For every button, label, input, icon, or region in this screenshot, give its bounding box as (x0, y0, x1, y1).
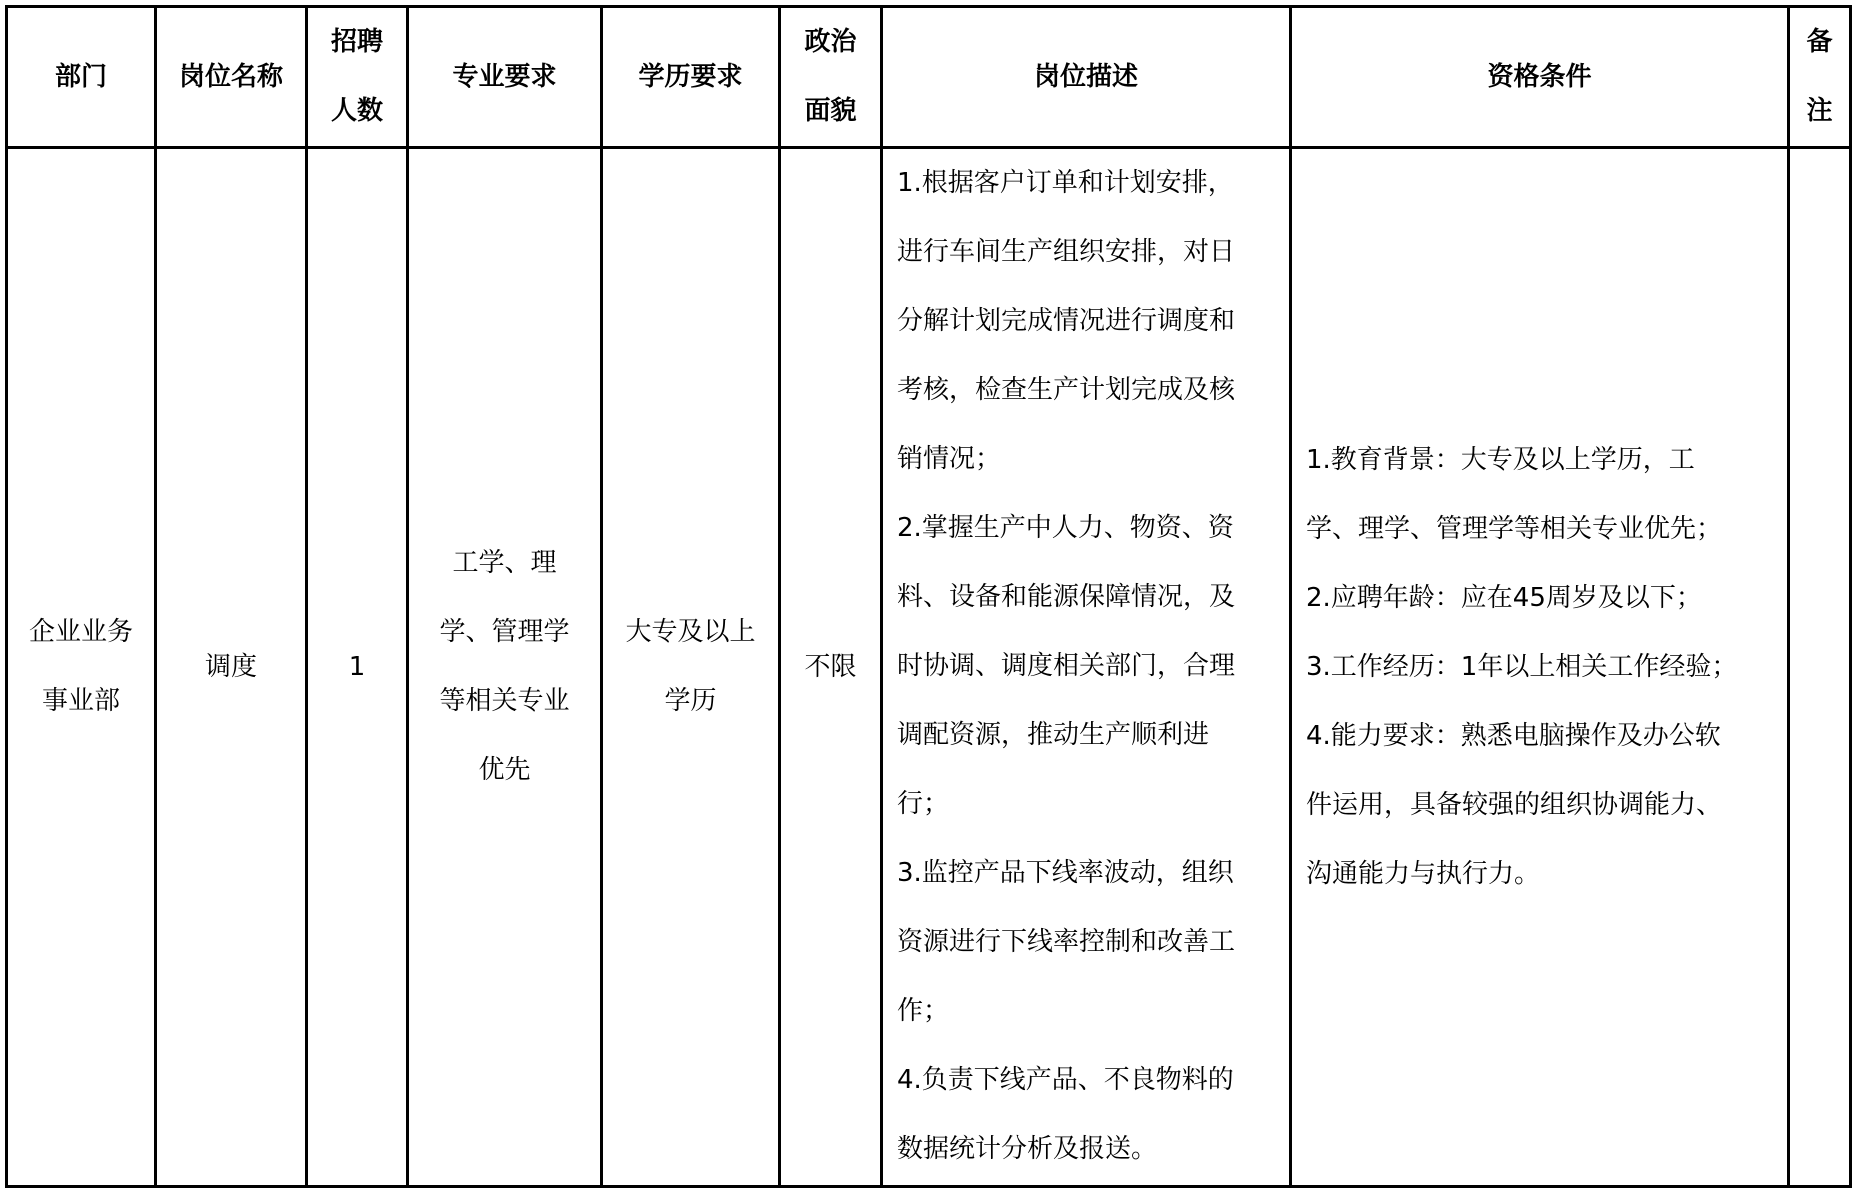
cell-text-line: 优先 (478, 755, 531, 785)
header-qualifications (1291, 7, 1789, 148)
cell-text-line: 学历 (664, 686, 717, 716)
cell-text-line: 大专及以上 (625, 617, 756, 647)
header-count (307, 7, 408, 148)
cell-text-line: 3.监控产品下线率波动，组织 (897, 858, 1234, 888)
cell-text-line: 企业业务 (28, 617, 133, 647)
header-education (602, 7, 780, 148)
cell-text-line: 不限 (804, 651, 857, 682)
cell-qualifications (1291, 148, 1789, 1187)
header-row (7, 7, 1851, 148)
cell-text-line: 事业部 (41, 686, 120, 716)
header-description (882, 7, 1291, 148)
cell-education (602, 148, 780, 1187)
cell-text-line: 2.应聘年龄：应在45周岁及以下； (1306, 582, 1702, 613)
cell-text-line: 1.根据客户订单和计划安排， (897, 168, 1234, 198)
cell-text-line: 4.能力要求：熟悉电脑操作及办公软 (1306, 720, 1721, 751)
cell-text-line: 作； (897, 996, 950, 1026)
cell-text-line: 调度 (204, 651, 257, 682)
header-text: 岗位名称 (178, 61, 283, 92)
cell-dept (7, 148, 156, 1187)
cell-text-line: 工学、理 (452, 548, 557, 578)
header-position (156, 7, 307, 148)
cell-text-line: 料、设备和能源保障情况，及 (897, 582, 1236, 612)
cell-text-line: 沟通能力与执行力。 (1306, 858, 1541, 889)
header-text: 注 (1806, 96, 1833, 126)
cell-text-line: 3.工作经历：1年以上相关工作经验； (1306, 651, 1738, 682)
cell-text-line: 进行车间生产组织安排，对日 (897, 237, 1236, 267)
header-text: 学历要求 (638, 61, 743, 92)
cell-text-line: 4.负责下线产品、不良物料的 (897, 1065, 1234, 1095)
header-remarks (1789, 7, 1851, 148)
cell-text-line: 资源进行下线率控制和改善工 (897, 927, 1236, 957)
cell-text-line: 1 (348, 651, 366, 682)
cell-remarks (1789, 148, 1851, 1187)
cell-text-line: 等相关专业 (439, 686, 570, 716)
header-political (780, 7, 882, 148)
cell-major (408, 148, 602, 1187)
job-table (5, 5, 1852, 1188)
header-text: 部门 (54, 61, 107, 92)
header-text: 人数 (330, 96, 383, 126)
cell-text-line: 销情况； (897, 444, 1002, 474)
cell-text-line: 1.教育背景：大专及以上学历，工 (1306, 444, 1695, 475)
header-text: 面貌 (804, 96, 857, 126)
cell-position (156, 148, 307, 1187)
header-text: 岗位描述 (1033, 61, 1138, 92)
header-text: 政治 (804, 27, 857, 57)
cell-count (307, 148, 408, 1187)
header-text: 备 (1806, 27, 1833, 57)
cell-text-line: 2.掌握生产中人力、物资、资 (897, 513, 1234, 543)
header-text: 资格条件 (1487, 61, 1592, 92)
cell-text-line: 调配资源，推动生产顺利进 (897, 720, 1210, 750)
header-text: 招聘 (330, 27, 383, 57)
cell-political (780, 148, 882, 1187)
header-dept (7, 7, 156, 148)
cell-text-line: 时协调、调度相关部门，合理 (897, 651, 1236, 681)
header-text: 专业要求 (452, 61, 557, 92)
cell-text-line: 数据统计分析及报送。 (897, 1134, 1158, 1164)
header-major (408, 7, 602, 148)
table-row (7, 148, 1851, 1187)
cell-text-line: 件运用，具备较强的组织协调能力、 (1306, 789, 1723, 820)
cell-text-line: 行； (897, 789, 950, 819)
cell-text-line: 学、管理学 (439, 617, 570, 647)
cell-description (882, 148, 1291, 1187)
cell-text-line: 学、理学、管理学等相关专业优先； (1306, 513, 1723, 544)
cell-text-line: 分解计划完成情况进行调度和 (897, 306, 1236, 336)
cell-text-line: 考核，检查生产计划完成及核 (897, 375, 1236, 405)
